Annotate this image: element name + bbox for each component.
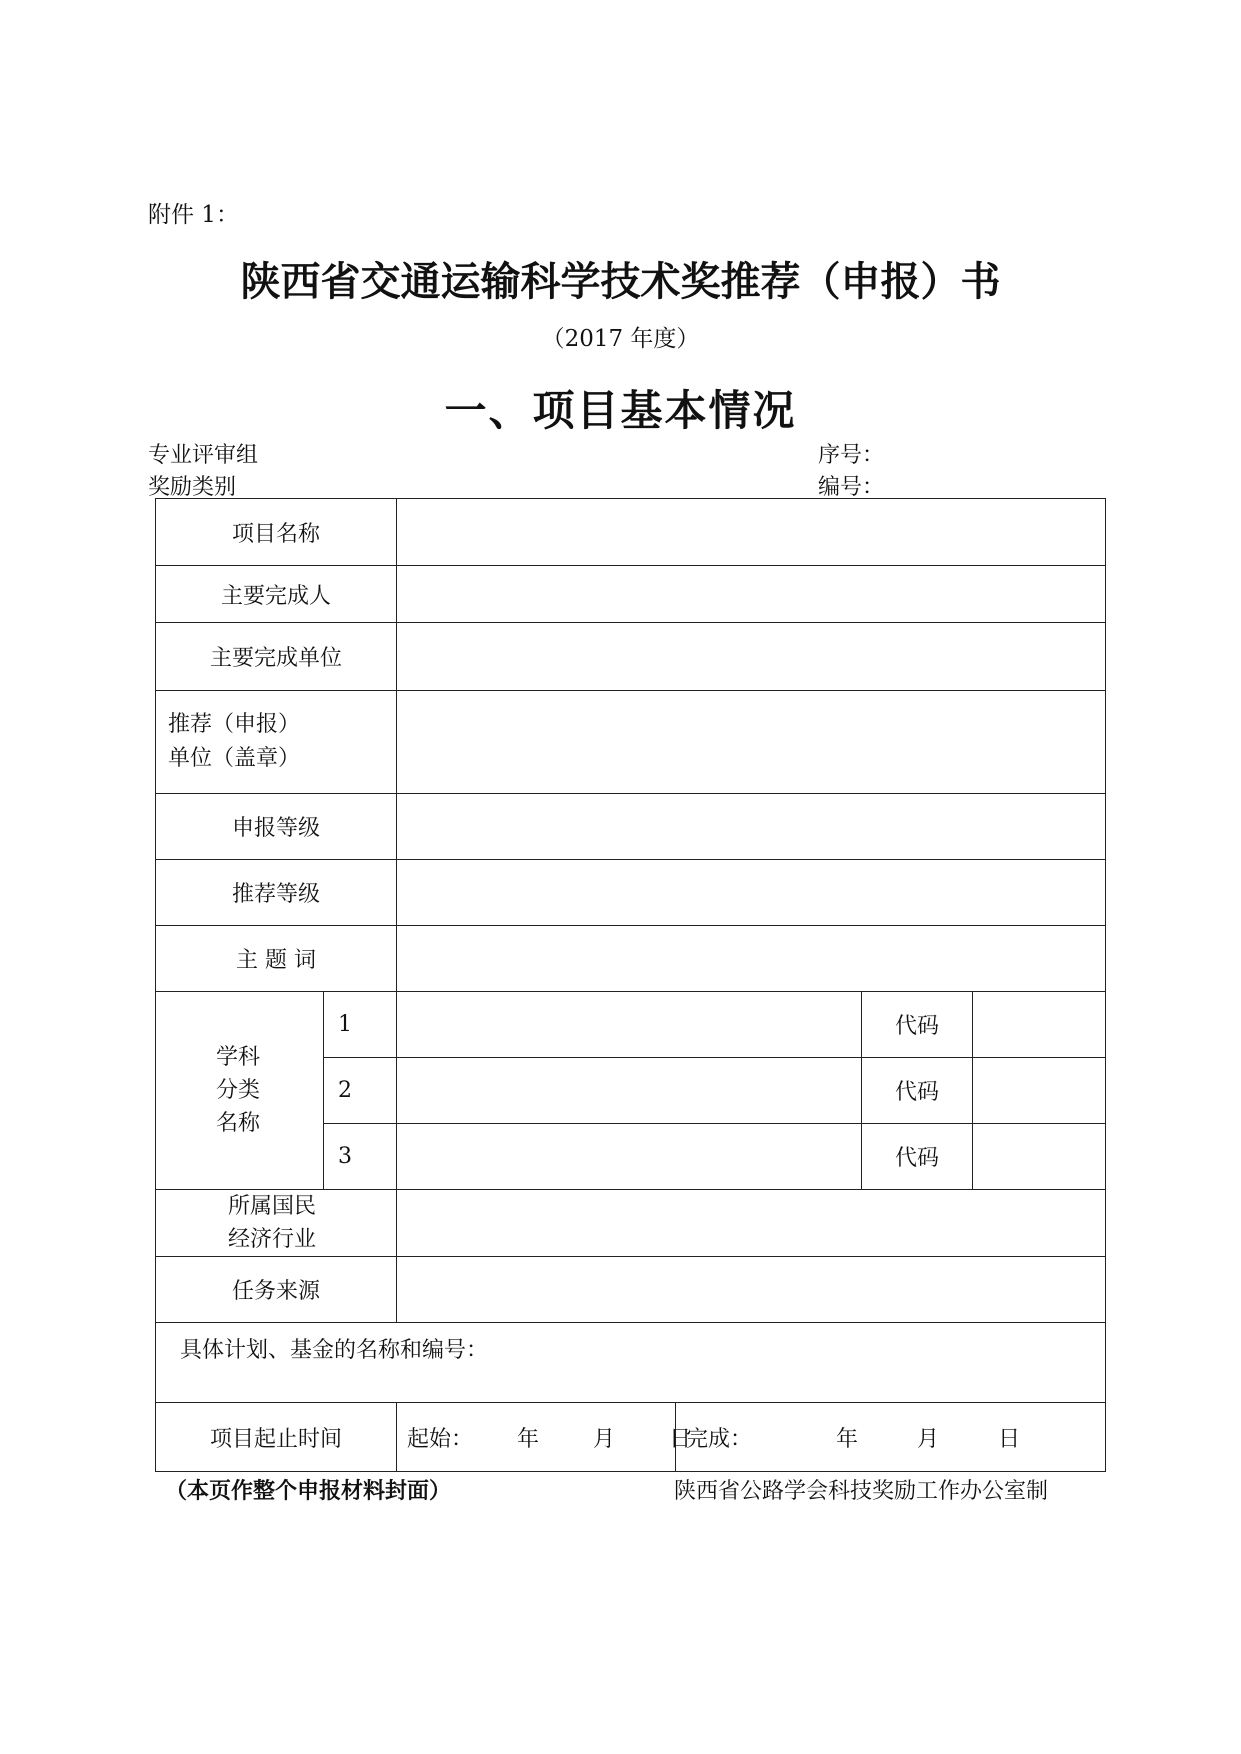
project-name-field[interactable]	[397, 499, 1106, 566]
document-year: （2017 年度）	[541, 326, 700, 352]
main-persons-field[interactable]	[397, 566, 1106, 623]
row-industry	[156, 1190, 1106, 1257]
award-category-label: 奖励类别	[148, 475, 237, 500]
main-units-label: 主要完成单位	[156, 623, 397, 691]
keywords-field[interactable]	[397, 926, 1106, 992]
section-title: 一、项目基本情况	[444, 386, 797, 435]
review-group-label: 专业评审组	[148, 443, 259, 468]
row-discipline-1	[156, 992, 1106, 1058]
discipline-code-field[interactable]	[973, 992, 1106, 1058]
attachment-label: 附件 1：	[148, 202, 239, 228]
period-label: 项目起止时间	[156, 1403, 397, 1472]
discipline-label-line2: 分类	[216, 1078, 261, 1103]
industry-label-line2: 经济行业	[228, 1227, 317, 1252]
code-no-label: 编号：	[818, 475, 885, 500]
row-apply-level	[156, 794, 1106, 860]
project-name-label: 项目名称	[156, 499, 397, 566]
industry-label	[156, 1190, 397, 1257]
row-keywords	[156, 926, 1106, 992]
end-month-unit: 月	[917, 1426, 940, 1452]
discipline-label-line3: 名称	[216, 1111, 261, 1136]
apply-level-label: 申报等级	[156, 794, 397, 860]
row-project-name	[156, 499, 1106, 566]
start-date-field[interactable]	[397, 1403, 692, 1472]
discipline-number: 1	[324, 992, 397, 1058]
recommend-level-field[interactable]	[397, 860, 1106, 926]
row-task-source	[156, 1257, 1106, 1323]
start-year-unit: 年	[517, 1426, 540, 1452]
start-day-unit: 日	[669, 1426, 692, 1452]
recommend-unit-label	[156, 691, 397, 794]
end-day-unit: 日	[998, 1426, 1021, 1452]
discipline-code-label: 代码	[862, 992, 973, 1058]
discipline-number: 2	[324, 1058, 397, 1124]
footer-issuer: 陕西省公路学会科技奖励工作办公室制	[674, 1479, 1049, 1504]
task-source-field[interactable]	[397, 1257, 1106, 1323]
project-info-form	[155, 498, 1106, 1472]
row-main-persons	[156, 566, 1106, 623]
row-recommend-unit	[156, 691, 1106, 794]
main-units-field[interactable]	[397, 623, 1106, 691]
discipline-label-line1: 学科	[216, 1045, 261, 1070]
keywords-label: 主 题 词	[156, 926, 397, 992]
main-persons-label: 主要完成人	[156, 566, 397, 623]
discipline-name-field[interactable]	[397, 1058, 862, 1124]
discipline-name-field[interactable]	[397, 992, 862, 1058]
serial-no-label: 序号：	[818, 443, 885, 468]
row-period	[156, 1403, 1106, 1472]
row-main-units	[156, 623, 1106, 691]
start-label: 起始：	[407, 1426, 474, 1452]
footer-note: （本页作整个申报材料封面）	[165, 1478, 452, 1504]
recommend-level-label: 推荐等级	[156, 860, 397, 926]
discipline-code-field[interactable]	[973, 1058, 1106, 1124]
industry-label-line1: 所属国民	[228, 1194, 317, 1219]
task-source-label: 任务来源	[156, 1257, 397, 1323]
discipline-number: 3	[324, 1124, 397, 1190]
end-year-unit: 年	[836, 1426, 859, 1452]
discipline-name-field[interactable]	[397, 1124, 862, 1190]
recommend-unit-field[interactable]	[397, 691, 1106, 794]
row-plan	[156, 1323, 1106, 1403]
row-recommend-level	[156, 860, 1106, 926]
discipline-label	[156, 992, 324, 1190]
end-date-field[interactable]	[676, 1403, 1106, 1472]
recommend-unit-label-line2: 单位（盖章）	[168, 746, 301, 771]
discipline-code-field[interactable]	[973, 1124, 1106, 1190]
document-title: 陕西省交通运输科学技术奖推荐（申报）书	[240, 258, 1001, 305]
start-month-unit: 月	[593, 1426, 616, 1452]
recommend-unit-label-line1: 推荐（申报）	[168, 712, 301, 737]
plan-field[interactable]	[156, 1323, 1106, 1403]
end-label: 完成：	[686, 1426, 753, 1452]
industry-field[interactable]	[397, 1190, 1106, 1257]
discipline-code-label: 代码	[862, 1058, 973, 1124]
apply-level-field[interactable]	[397, 794, 1106, 860]
plan-label: 具体计划、基金的名称和编号：	[180, 1338, 489, 1363]
discipline-code-label: 代码	[862, 1124, 973, 1190]
